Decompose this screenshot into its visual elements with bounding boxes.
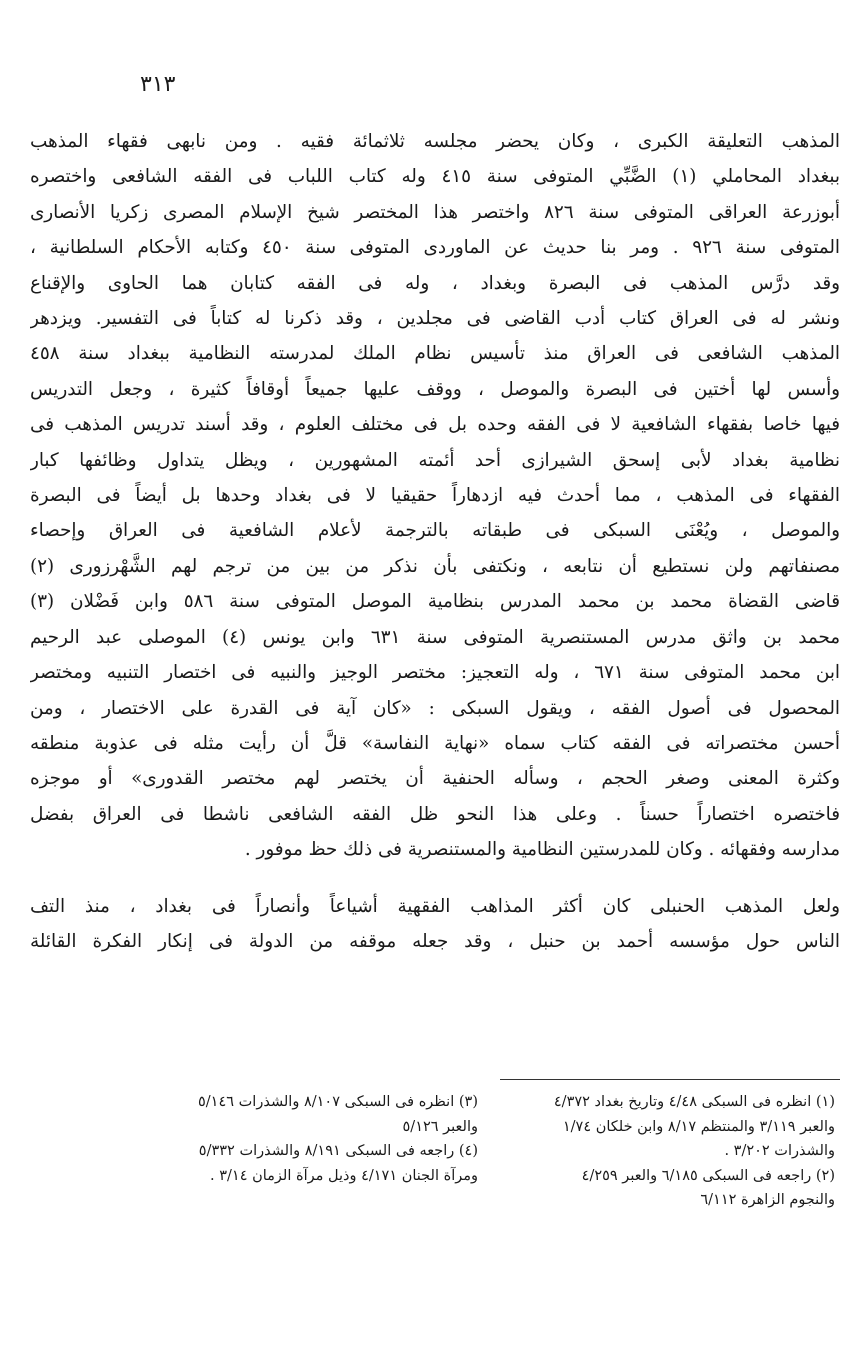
footnote-line: والعبر ٣/١١٩ والمنتظم ٨/١٧ وابن خلكان ١/٧٤ <box>562 1118 835 1135</box>
footnote-line: (٤) راجعه فى السبكى ٨/١٩١ والشذرات ٥/٣٣٢ <box>198 1143 478 1159</box>
text-line: أحسن مختصراته فى الفقه كتاب سماه «نهاية النفاسة» قلَّ أن رأيت مثله فى عذوبة منطقه <box>30 732 840 754</box>
text-line: وكثرة المعنى وصغر الحجم ، وسأله الحنفية أن يختصر لهم مختصر القدورى» أو موجزه <box>30 768 840 790</box>
text-line: مصنفاتهم ولن نستطيع أن نتابعه ، ونكتفى بأن نذكر من بين من ترجم لهم الشَّهْرزورى (٢) <box>30 555 840 577</box>
text-line: المذهب التعليقة الكبرى ، وكان يحضر مجلسه ثلاثمائة فقيه . ومن نابهى فقهاء المذهب <box>30 131 840 152</box>
text-line: المحصول فى أصول الفقه ، ويقول السبكى : «كان آية فى القدرة على الاختصار ، ومن <box>30 697 840 719</box>
text-line: نظامية بغداد لأبى إسحق الشيرازى أحد أئمته المشهورين ، ويظل يتداول وظائفها كبار <box>30 449 840 471</box>
paragraph-gap <box>30 868 840 889</box>
footnote-line: (١) انظره فى السبكى ٤/٤٨ وتاريخ بغداد ٤/٣٧٢ <box>553 1094 835 1110</box>
text-line: الفقهاء فى المذهب ، مما أحدث فيه ازدهاراً حقيقيا لا فى بغداد وحدها بل أيضاً فى البصرة <box>30 485 840 507</box>
text-line: ابن محمد المتوفى سنة ٦٧١ ، وله التعجيز: مختصر الوجيز والنبيه فى اختصار التنبيه ومختصر <box>30 662 840 684</box>
text-line: الناس حول مؤسسه أحمد بن حنبل ، وقد جعله موقفه من الدولة فى إنكار الفكرة القائلة <box>30 930 840 952</box>
text-line: ولعل المذهب الحنبلى كان أكثر المذاهب الفقهية أشياعاً وأنصاراً فى بغداد ، منذ التف <box>30 895 840 917</box>
main-text <box>30 124 840 959</box>
footnote-line: ومرآة الجنان ٤/١٧١ وذيل مرآة الزمان ٣/١٤ . <box>210 1167 478 1184</box>
footnotes-right-column <box>490 1090 835 1213</box>
text-line: قاضى القضاة محمد بن محمد المدرس بنظامية الموصل المتوفى سنة ٥٨٦ وابن فَضْلان (٣) <box>30 591 840 613</box>
text-line: المذهب الشافعى فى العراق منذ تأسيس نظام الملك لمدرسته النظامية ببغداد سنة ٤٥٨ <box>30 343 840 365</box>
text-line: مدارسه وفقهائه . وكان للمدرستين النظامية والمستنصرية فى ذلك حظ موفور . <box>244 839 840 861</box>
paragraph-2 <box>30 889 840 960</box>
footnote-line: (٢) راجعه فى السبكى ٦/١٨٥ والعبر ٤/٢٥٩ <box>581 1167 835 1184</box>
text-line: أبوزرعة العراقى المتوفى سنة ٨٢٦ واختصر هذا المختصر شيخ الإسلام المصرى زكريا الأنصارى <box>30 201 840 223</box>
page-number: ٣١٣ <box>140 72 176 97</box>
text-line: المتوفى سنة ٩٢٦ . ومر بنا حديث عن الماوردى المتوفى سنة ٤٥٠ وكتابه الأحكام السلطانية ، <box>30 237 840 259</box>
text-line: ببغداد المحاملي (١) الضَّبِّي المتوفى سنة ٤١٥ وله كتاب اللباب فى الفقه الشافعى واختصره <box>30 166 840 188</box>
text-line: محمد بن واثق مدرس المستنصرية المتوفى سنة ٦٣١ وابن يونس (٤) الموصلى عبد الرحيم <box>30 626 840 648</box>
footnote-line: والشذرات ٣/٢٠٢ . <box>724 1143 835 1159</box>
footnotes-left-column <box>148 1090 478 1188</box>
text-line: ونشر له فى العراق كتاب أدب القاضى فى مجلدين ، وقد ذكرنا له كتاباً فى التفسير. ويزدهر <box>30 308 840 330</box>
paragraph-1 <box>30 124 840 868</box>
footnote-line: (٣) انظره فى السبكى ٨/١٠٧ والشذرات ٥/١٤٦ <box>198 1094 478 1110</box>
text-line: فيها خاصا بفقهاء الشافعية لا فى الفقه وحده بل فى مختلف العلوم ، وقد أسند تدريس المذهب فى <box>30 414 840 436</box>
text-line: وقد درَّس المذهب فى البصرة وبغداد ، وله فى الفقه كتابان هما الحاوى والإقناع <box>30 272 840 294</box>
text-line: وأسس لها أختين فى البصرة والموصل ، ووقف عليها جميعاً أوقافاً كثيرة ، وجعل التدريس <box>30 378 840 400</box>
footnote-line: والنجوم الزاهرة ٦/١١٢ <box>700 1192 835 1208</box>
footnote-divider <box>500 1079 840 1080</box>
footnote-line: والعبر ٥/١٢٦ <box>402 1118 478 1135</box>
text-line: فاختصره اختصاراً حسناً . وعلى هذا النحو ظل الفقه الشافعى ناشطا فى العراق بفضل <box>30 803 840 825</box>
text-line: والموصل ، ويُعْنَى السبكى فى طبقاته بالترجمة لأعلام الشافعية فى العراق وإحصاء <box>30 520 840 542</box>
